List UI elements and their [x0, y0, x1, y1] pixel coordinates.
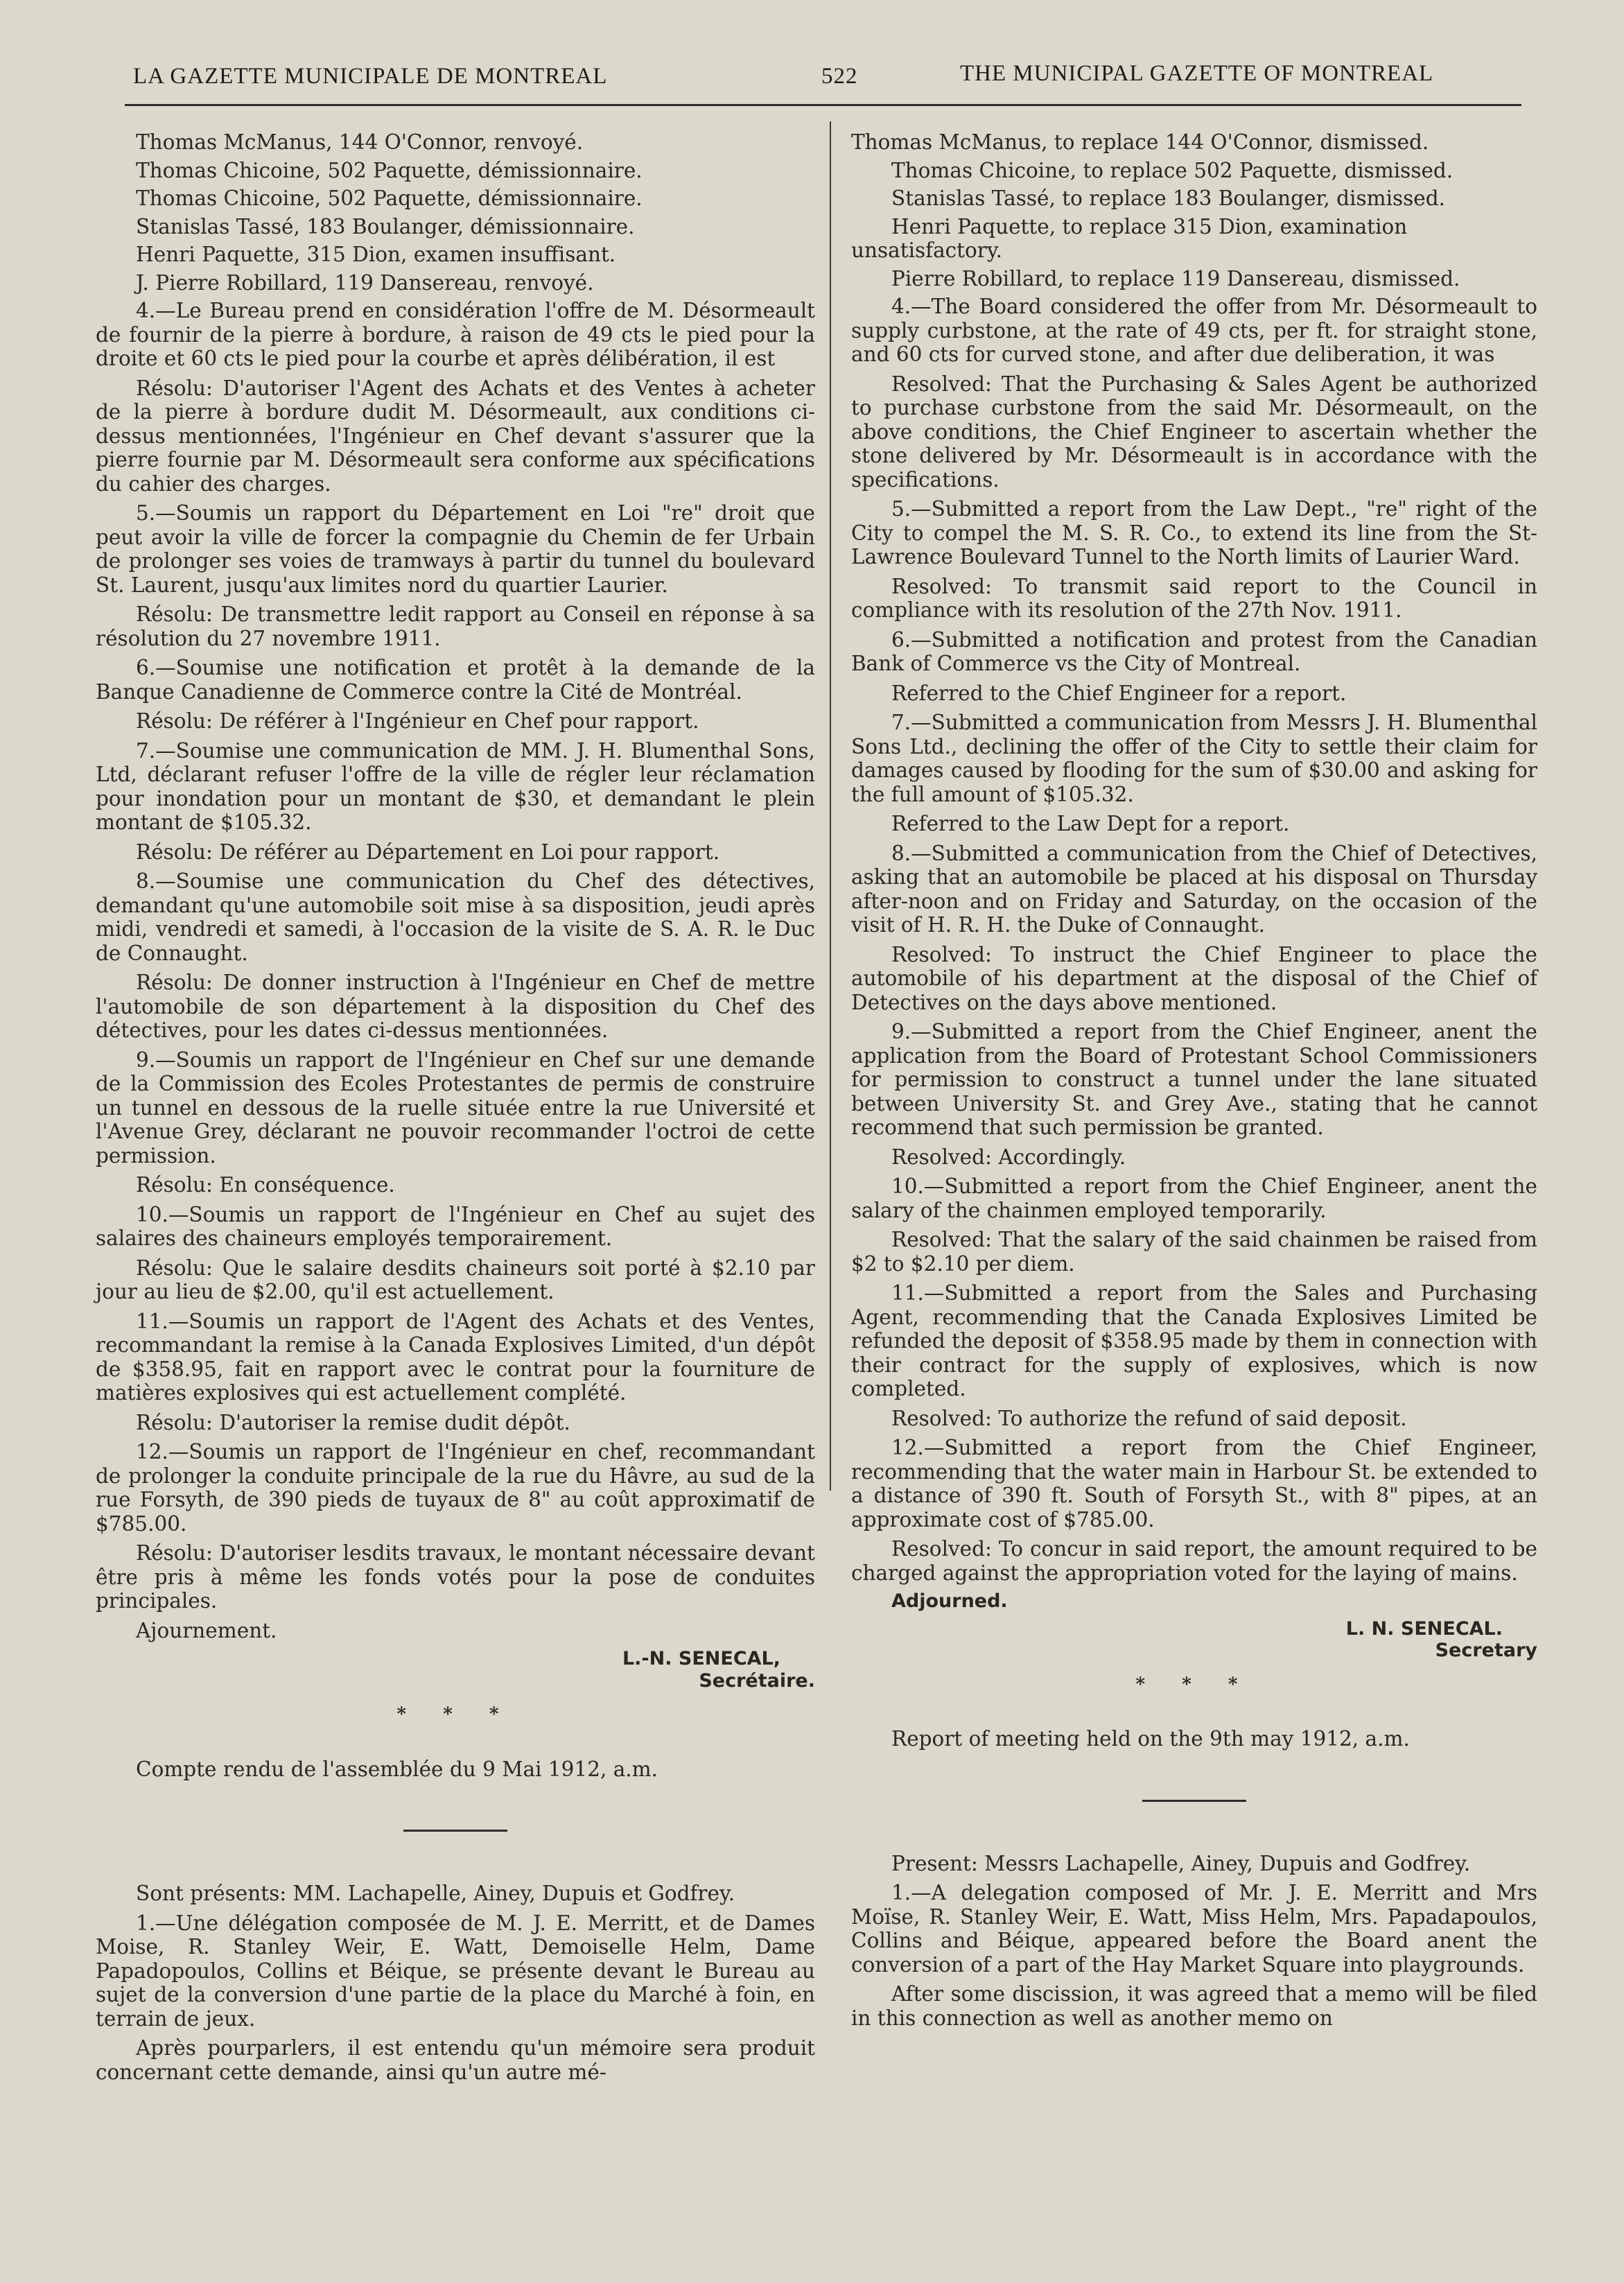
- signature-name: L. N. SENECAL.: [1345, 1617, 1503, 1640]
- dismissal-line: Henri Paquette, to replace 315 Dion, examination unsatisfactory.: [851, 214, 1408, 262]
- resolution-paragraph: Resolved: Accordingly.: [891, 1145, 1126, 1169]
- signature-name: L.-N. SENECAL,: [622, 1648, 780, 1669]
- dismissal-line: Thomas McManus, 144 O'Connor, renvoyé.: [136, 130, 584, 154]
- minute-paragraph: 10.—Soumis un rapport de l'Ingénieur en Chef au sujet des salaires des chaineurs employés temporairement.: [96, 1202, 815, 1250]
- resolution-paragraph: Résolu: D'autoriser lesdits travaux, le montant nécessaire devant être pris à même les fonds votés pour la pose de conduites principales.: [96, 1541, 815, 1613]
- minute-paragraph: 6.—Submitted a notification and protest from the Canadian Bank of Commerce vs the City of Montreal.: [851, 627, 1537, 675]
- minute-paragraph: 1.—Une délégation composée de M. J. E. Merritt, et de Dames Moise, R. Stanley Weir, E. Watt, Demoiselle Helm, Dame Papadopoulos, Collins et Béique, se présente devant le Bureau au sujet de la conversion d'une partie de la place du Marché à foin, en terrain de jeux.: [96, 1911, 815, 2031]
- resolution-paragraph: Résolu: Que le salaire desdits chaineurs soit porté à $2.10 par jour au lieu de $2.00, qu'il est actuellement.: [96, 1256, 815, 1303]
- minute-paragraph: 4.—Le Bureau prend en considération l'offre de M. Désormeault de fournir de la pierre à bordure, à raison de 49 cts le pied pour la droite et 60 cts le pied pour la courbe et après délibération, il est: [96, 299, 815, 370]
- minute-paragraph: 5.—Soumis un rapport du Département en Loi "re" droit que peut avoir la ville de forcer la compagnie du Chemin de fer Urbain de prolonger ses voies de tramways à partir du tunnel du boulevard St. Laurent, jusqu'aux limites nord du quartier Laurier.: [96, 501, 815, 597]
- dismissal-line: Pierre Robillard, to replace 119 Dansereau, dismissed.: [891, 266, 1460, 290]
- present-line: Present: Messrs Lachapelle, Ainey, Dupuis and Godfrey.: [891, 1851, 1471, 1875]
- minute-paragraph: 4.—The Board considered the offer from Mr. Désormeault to supply curbstone, at the rate of 49 cts, per ft. for straight stone, and 60 cts for curved stone, and after due deliberation, it was: [851, 295, 1537, 366]
- present-line: Sont présents: MM. Lachapelle, Ainey, Dupuis et Godfrey.: [136, 1882, 735, 1906]
- resolution-paragraph: Resolved: To instruct the Chief Engineer to place the automobile of his department at the disposal of the Chief of Detectives on the days above mentioned.: [851, 942, 1537, 1014]
- dismissal-line: Thomas Chicoine, 502 Paquette, démissionnaire.: [136, 158, 643, 182]
- french-title: LA GAZETTE MUNICIPALE DE MONTREAL: [133, 64, 608, 89]
- header-rule: [125, 104, 1521, 106]
- minute-paragraph: 12.—Soumis un rapport de l'Ingénieur en chef, recommandant de prolonger la conduite principale de la rue du Hâvre, au sud de la rue Forsyth, de 390 pieds de tuyaux de 8" au coût approximatif de $785.00.: [96, 1440, 815, 1536]
- dismissal-line: Stanislas Tassé, 183 Boulanger, démissionnaire.: [136, 214, 635, 238]
- adjournment: Ajournement.: [136, 1618, 277, 1642]
- resolution-paragraph: Resolved: To transmit said report to the Council in compliance with its resolution of the 27th Nov. 1911.: [851, 574, 1537, 622]
- dismissal-line: Thomas McManus, to replace 144 O'Connor, dismissed.: [851, 130, 1429, 154]
- minute-paragraph: 5.—Submitted a report from the Law Dept., "re" right of the City to compel the M. S. R. Co., to extend its line from the St-Lawrence Boulevard Tunnel to the North limits of Laurier Ward.: [851, 497, 1537, 568]
- resolution-paragraph: Résolu: De transmettre ledit rapport au Conseil en réponse à sa résolution du 27 novembre 1911.: [96, 602, 815, 650]
- minute-paragraph: 11.—Submitted a report from the Sales and Purchasing Agent, recommending that the Canada Explosives Limited be refunded the deposit of $358.95 made by them in connection with their contract for the supply of explosives, which is now completed.: [851, 1281, 1537, 1400]
- signature-title: Secretary: [1435, 1640, 1537, 1662]
- resolution-paragraph: Résolu: De référer au Département en Loi pour rapport.: [136, 840, 720, 864]
- report-title: Report of meeting held on the 9th may 1912, a.m.: [891, 1727, 1410, 1751]
- dismissal-line: Thomas Chicoine, 502 Paquette, démissionnaire.: [136, 186, 643, 210]
- section-rule: [1142, 1800, 1246, 1802]
- resolution-paragraph: Resolved: That the salary of the said chainmen be raised from $2 to $2.10 per diem.: [851, 1228, 1537, 1276]
- minute-paragraph: 9.—Soumis un rapport de l'Ingénieur en Chef sur une demande de la Commission des Ecoles Protestantes de permis de construire un tunnel en dessous de la ruelle située entre la rue Université et l'Avenue Grey, déclarant ne pouvoir recommander l'octroi de cette permission.: [96, 1048, 815, 1167]
- resolution-paragraph: Résolu: De référer à l'Ingénieur en Chef pour rapport.: [136, 709, 699, 733]
- minute-paragraph: 7.—Submitted a communication from Messrs J. H. Blumenthal Sons Ltd., declining the offer of the City to settle their claim for damages caused by flooding for the sum of $30.00 and asking for the full amount of $105.32.: [851, 711, 1537, 806]
- minute-paragraph: 12.—Submitted a report from the Chief Engineer, recommending that the water main in Harbour St. be extended to a distance of 390 ft. South of Forsyth St., with 8" pipes, at an approximate cost of $785.00.: [851, 1436, 1537, 1531]
- minute-paragraph: 11.—Soumis un rapport de l'Agent des Achats et des Ventes, recommandant la remise à la Canada Explosives Limited, d'un dépôt de $358.95, fait en rapport avec le contrat pour la fourniture de matières explosives qui est actuellement complété.: [96, 1309, 815, 1405]
- dismissal-line: Henri Paquette, 315 Dion, examen insuffisant.: [136, 243, 616, 266]
- minute-paragraph: 1.—A delegation composed of Mr. J. E. Merritt and Mrs Moïse, R. Stanley Weir, E. Watt, Miss Helm, Mrs. Papadapoulos, Collins and Béique, appeared before the Board anent the conversion of a part of the Hay Market Square into playgrounds.: [851, 1881, 1537, 1977]
- minute-paragraph: 6.—Soumise une notification et protêt à la demande de la Banque Canadienne de Commerce contre la Cité de Montréal.: [96, 656, 815, 704]
- minute-paragraph: 10.—Submitted a report from the Chief Engineer, anent the salary of the chainmen employed temporarily.: [851, 1174, 1537, 1222]
- section-stars: * * *: [1135, 1674, 1253, 1695]
- dismissal-line: Stanislas Tassé, to replace 183 Boulanger, dismissed.: [891, 186, 1446, 210]
- french-column: [96, 130, 815, 2090]
- report-title: Compte rendu de l'assemblée du 9 Mai 1912, a.m.: [136, 1757, 658, 1781]
- section-stars: * * *: [396, 1704, 514, 1726]
- resolution-paragraph: Résolu: De donner instruction à l'Ingénieur en Chef de mettre l'automobile de son département à la disposition du Chef des détectives, pour les dates ci-dessus mentionnées.: [96, 971, 815, 1042]
- signature-title: Secrétaire.: [699, 1669, 815, 1692]
- minute-paragraph: 7.—Soumise une communication de MM. J. H. Blumenthal Sons, Ltd, déclarant refuser l'offre de la ville de régler leur réclamation pour inondation pour un montant de $30, et demandant le plein montant de $105.32.: [96, 738, 815, 834]
- resolution-paragraph: Resolved: That the Purchasing & Sales Agent be authorized to purchase curbstone from the said Mr. Désormeault, on the above conditions, the Chief Engineer to ascertain whether the stone delivered by Mr. Désormeault is in accordance with the specifications.: [851, 372, 1537, 492]
- page-number: 522: [821, 64, 858, 89]
- resolution-paragraph: Referred to the Chief Engineer for a report.: [891, 681, 1347, 705]
- dismissal-line: J. Pierre Robillard, 119 Dansereau, renvoyé.: [136, 270, 594, 295]
- signature-block: [96, 1648, 815, 1692]
- column-divider: [830, 121, 831, 1491]
- section-rule: [403, 1830, 507, 1832]
- english-title: THE MUNICIPAL GAZETTE OF MONTREAL: [960, 61, 1434, 86]
- resolution-paragraph: Résolu: D'autoriser l'Agent des Achats et des Ventes à acheter de la pierre à bordure dudit M. Désormeault, aux conditions ci-dessus mentionnées, l'Ingénieur en Chef devant s'assurer que la pierre fournie par M. Désormeault sera conforme aux spécifications du cahier des charges.: [96, 376, 815, 496]
- minute-paragraph: 8.—Soumise une communication du Chef des détectives, demandant qu'une automobile soit mise à sa disposition, jeudi après midi, vendredi et samedi, à l'occasion de la visite de S. A. R. le Duc de Connaught.: [96, 869, 815, 965]
- resolution-paragraph: Resolved: To authorize the refund of said deposit.: [891, 1406, 1407, 1430]
- page-header: [125, 61, 1521, 105]
- minute-paragraph: Après pourparlers, il est entendu qu'un mémoire sera produit concernant cette demande, ainsi qu'un autre mé-: [96, 2036, 815, 2084]
- resolution-paragraph: Resolved: To concur in said report, the amount required to be charged against the appropriation voted for the laying of mains.: [851, 1537, 1537, 1585]
- minute-paragraph: 8.—Submitted a communication from the Chief of Detectives, asking that an automobile be placed at his disposal on Thursday after-noon and on Friday and Saturday, on the occasion of the visit of H. R. H. the Duke of Connaught.: [851, 841, 1537, 937]
- adjournment: Adjourned.: [891, 1590, 1008, 1612]
- minute-paragraph: 9.—Submitted a report from the Chief Engineer, anent the application from the Board of Protestant School Commissioners for permission to construct a tunnel under the lane situated between University St. and Grey Ave., stating that he cannot recommend that such permission be granted.: [851, 1020, 1537, 1139]
- signature-block: [851, 1618, 1537, 1662]
- resolution-paragraph: Referred to the Law Dept for a report.: [891, 812, 1290, 835]
- minute-paragraph: After some discission, it was agreed that a memo will be filed in this connection as well as another memo on: [851, 1982, 1537, 2030]
- dismissal-line: Thomas Chicoine, to replace 502 Paquette, dismissed.: [891, 158, 1453, 182]
- resolution-paragraph: Résolu: En conséquence.: [136, 1173, 395, 1197]
- english-column: [851, 130, 1537, 2035]
- resolution-paragraph: Résolu: D'autoriser la remise dudit dépôt.: [136, 1410, 570, 1434]
